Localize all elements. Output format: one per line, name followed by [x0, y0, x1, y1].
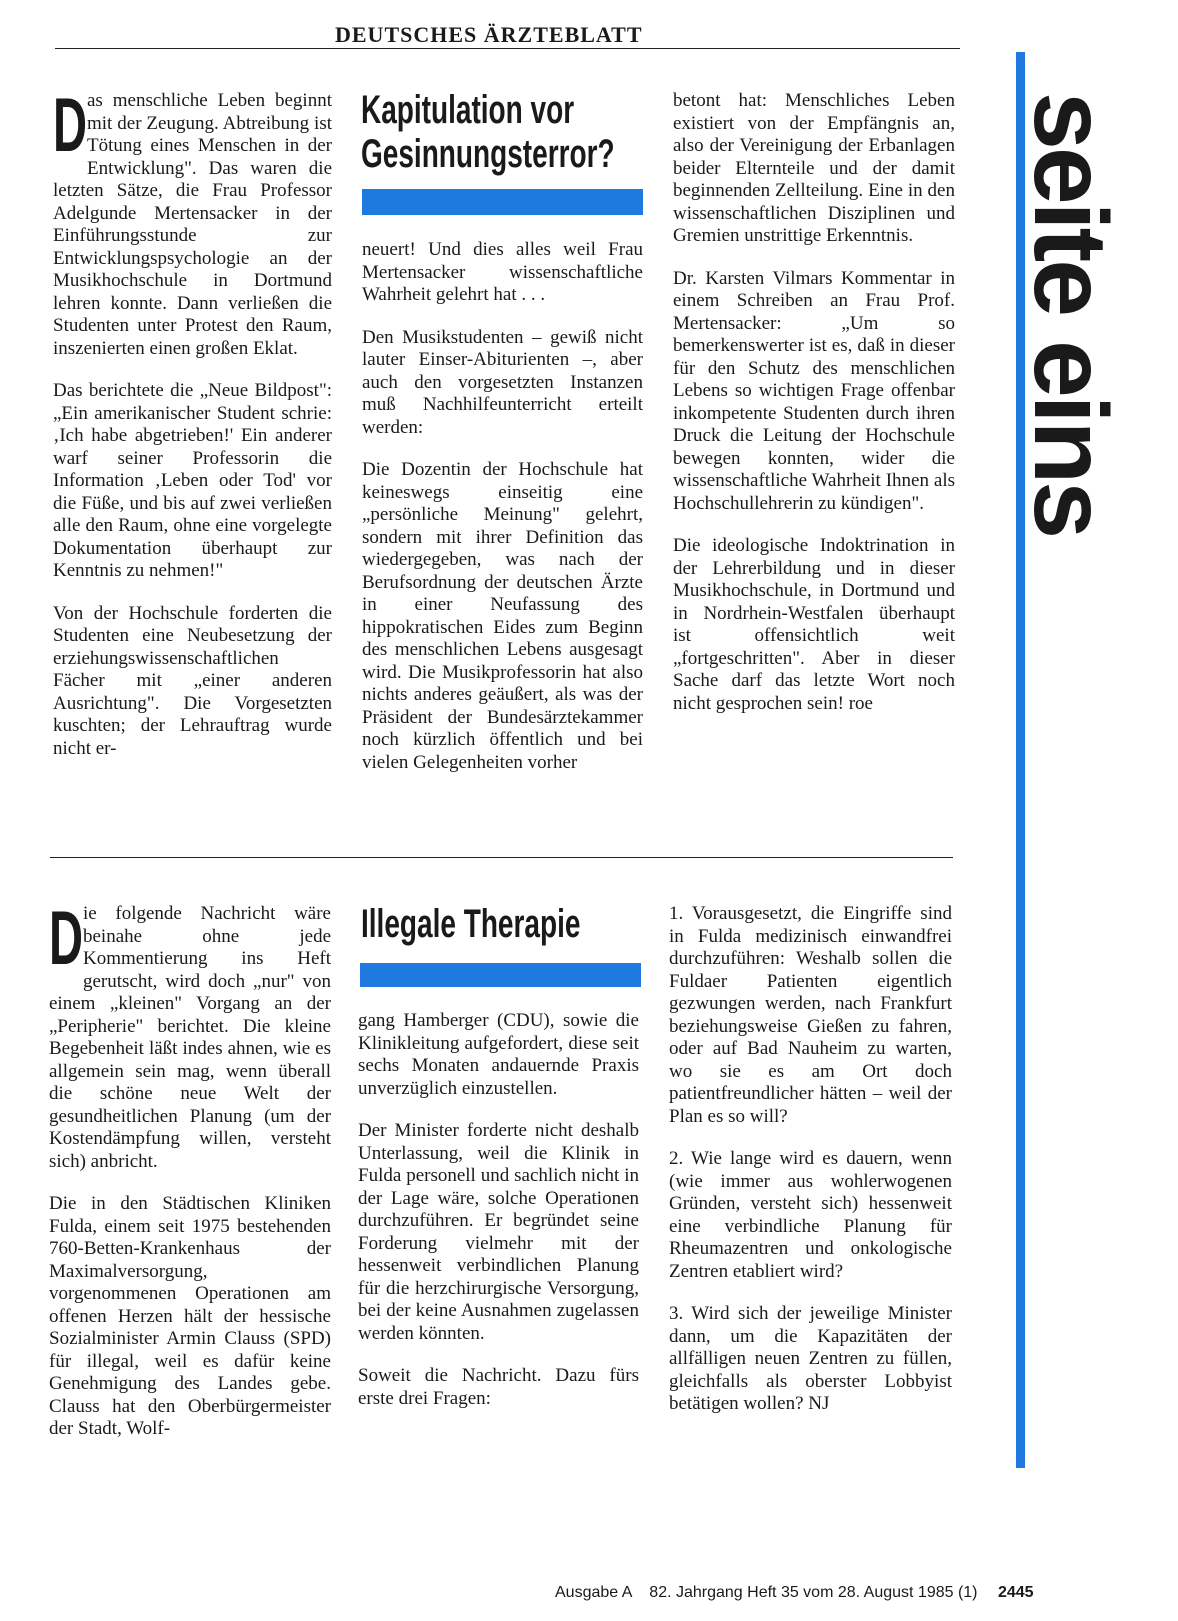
- article2-paragraph: Soweit die Nachricht. Dazu fürs erste drei Fragen:: [358, 1365, 639, 1409]
- article1-dropcap: D: [53, 83, 88, 168]
- article1-paragraph: Dr. Karsten Vilmars Kommentar in einem Schreiben an Frau Prof. Mertensacker: „Um so bemerkenswerter ist es, daß in dieser für den Schutz des menschlichen Lebens so wichtigen Frage offenbar inkompetente Studenten durch ihren Druck die Leitung der Hochschule bewegen konnten, wider die wissenschaftliche Wahrheit Ihnen als Hochschullehrerin zu kündigen".: [673, 267, 955, 514]
- article2-paragraph: ie folgende Nachricht wäre beinahe ohne jede Kommentierung ins Heft gerutscht, wird doch „nur" von einem „kleinen" Vorgang an der „Peripherie" berichtet. Die kleine Begebenheit läßt indes ahnen, wie es allgemein sein mag, wenn überall die schöne neue Welt der gesundheitlichen Planung (um der Kostendämpfung willen, versteht sich) anbricht.: [49, 903, 331, 1172]
- article2-column2: [358, 1010, 639, 1430]
- article2-headline: Illegale Therapie: [361, 902, 581, 946]
- article1-paragraph: Das berichtete die „Neue Bildpost": „Ein amerikanischer Student schrie: ‚Ich habe abgetrieben!' Ein anderer warf seiner Professorin die Information ‚Leben oder Tod' vor die Füße, und bis auf zwei verließen alle den Raum, ohne eine vorgelegte Dokumentation überhaupt zur Kenntnis zu nehmen!": [53, 380, 332, 581]
- article1-column2: [362, 239, 643, 794]
- article1-paragraph: betont hat: Menschliches Leben existiert von der Empfängnis an, also der Vereinigung der Erbanlagen beider Elternteile und der damit beginnenden Zellteilung. Eine in den wissenschaftlichen Disziplinen und Gremien unstrittige Erkenntnis.: [673, 90, 955, 246]
- footer-issue: 82. Jahrgang Heft 35 vom 28. August 1985 (1): [649, 1584, 978, 1601]
- article1-column3: [673, 90, 955, 735]
- article1-paragraph: Die Dozentin der Hochschule hat keineswegs einseitig eine „persönliche Meinung" gelehrt, sondern mit ihrer Definition das wiedergegeben, was nach der Berufsordnung der deutschen Ärzte in einer Neufassung des hippokratischen Eides zum Beginn des menschlichen Lebens ausgesagt wird. Die Musikprofessorin hat also nichts anderes geäußert, als was der Präsident der Bundesärztekammer noch kürzlich öffentlich und bei vielen Gelegenheiten vorher: [362, 459, 643, 773]
- article1-headline: [361, 88, 615, 176]
- article2-paragraph: Der Minister forderte nicht deshalb Unterlassung, weil die Klinik in Fulda personell und sachlich nicht in der Lage wäre, solche Operationen durchzuführen. Er begründet seine Forderung vielmehr mit der hessenweit verbindlichen Planung für die herzchirurgische Versorgung, bei der keine Ausnahmen zugelassen werden könnten.: [358, 1120, 639, 1344]
- article2-paragraph: 2. Wie lange wird es dauern, wenn (wie immer aus wohlerwogenen Gründen, versteht sich) hessenweit eine verbindliche Planung für Rheumazentren und onkologische Zentren etabliert wird?: [669, 1148, 952, 1282]
- article1-headline-line1: Kapitulation vor: [361, 88, 575, 132]
- article2-column1: [49, 896, 331, 1461]
- article1-paragraph: as menschliche Leben beginnt mit der Zeugung. Abtreibung ist Tötung eines Menschen in der Entwicklung". Das waren die letzten Sätze, die Frau Professor Adelgunde Mertensacker in der Einführungsstunde zur Entwicklungspsychologie an der Musikhochschule in Dortmund lehren konnte. Dann verließen die Studenten unter Protest den Raum, inszenierten einen großen Eklat.: [53, 90, 332, 359]
- masthead: DEUTSCHES ÄRZTEBLATT: [335, 22, 643, 47]
- footer-edition: Ausgabe A: [555, 1584, 632, 1601]
- article1-paragraph: Die ideologische Indoktrination in der Lehrerbildung und in dieser Musikhochschule, in Dortmund und in Nordrhein-Westfalen überhaupt ist offensichtlich weit „fortgeschritten". Aber in dieser Sache darf das letzte Wort noch nicht gesprochen sein! roe: [673, 535, 955, 714]
- article2-column3: [669, 903, 952, 1436]
- article1-blue-bar: [362, 189, 643, 215]
- article-divider-rule: [50, 857, 953, 858]
- article2-paragraph: gang Hamberger (CDU), sowie die Klinikleitung aufgefordert, diese seit sechs Monaten andauernde Praxis unverzüglich einzustellen.: [358, 1010, 639, 1099]
- section-label: seite eins: [1012, 92, 1128, 537]
- article1-headline-line2: Gesinnungsterror?: [361, 132, 615, 176]
- article2-paragraph: 3. Wird sich der jeweilige Minister dann, um die Kapazitäten der allfälligen neuen Zentren zu füllen, gleichfalls als oberster Lobbyist betätigen wollen? NJ: [669, 1303, 952, 1414]
- article1-paragraph: neuert! Und dies alles weil Frau Mertensacker wissenschaftliche Wahrheit gelehrt hat . . .: [362, 239, 643, 305]
- footer-page-number: 2445: [997, 1584, 1034, 1601]
- article2-blue-bar: [360, 963, 641, 987]
- article2-dropcap: D: [49, 896, 84, 981]
- article1-column1: [53, 83, 332, 780]
- article1-paragraph: Den Musikstudenten – gewiß nicht lauter Einser-Abiturienten –, aber auch den vorgesetzten Instanzen muß Nachhilfeunterricht erteilt werden:: [362, 326, 643, 438]
- top-rule: [55, 48, 960, 49]
- article2-paragraph: 1. Vorausgesetzt, die Eingriffe sind in Fulda medizinisch einwandfrei durchzuführen: Weshalb sollen die Fuldaer Patienten eigentlich gezwungen werden, nach Frankfurt beziehungsweise Gießen zu fahren, oder auf Bad Nauheim zu warten, wo sie es am Ort doch patientfreundlicher hätten – weil der Plan es so will?: [669, 903, 952, 1127]
- article2-paragraph: Die in den Städtischen Kliniken Fulda, einem seit 1975 bestehenden 760-Betten-Krankenhaus der Maximalversorgung, vorgenommenen Operationen am offenen Herzen hält der hessische Sozialminister Armin Clauss (SPD) für illegal, weil es dafür keine Genehmigung des Landes gebe. Clauss hat den Oberbürgermeister der Stadt, Wolf-: [49, 1193, 331, 1439]
- page-footer: [555, 1584, 1034, 1602]
- article1-paragraph: Von der Hochschule forderten die Studenten eine Neubesetzung der erziehungswissenschaftlichen Fächer mit „einer anderen Ausrichtung". Die Vorgesetzten kuschten; der Lehrauftrag wurde nicht er-: [53, 602, 332, 759]
